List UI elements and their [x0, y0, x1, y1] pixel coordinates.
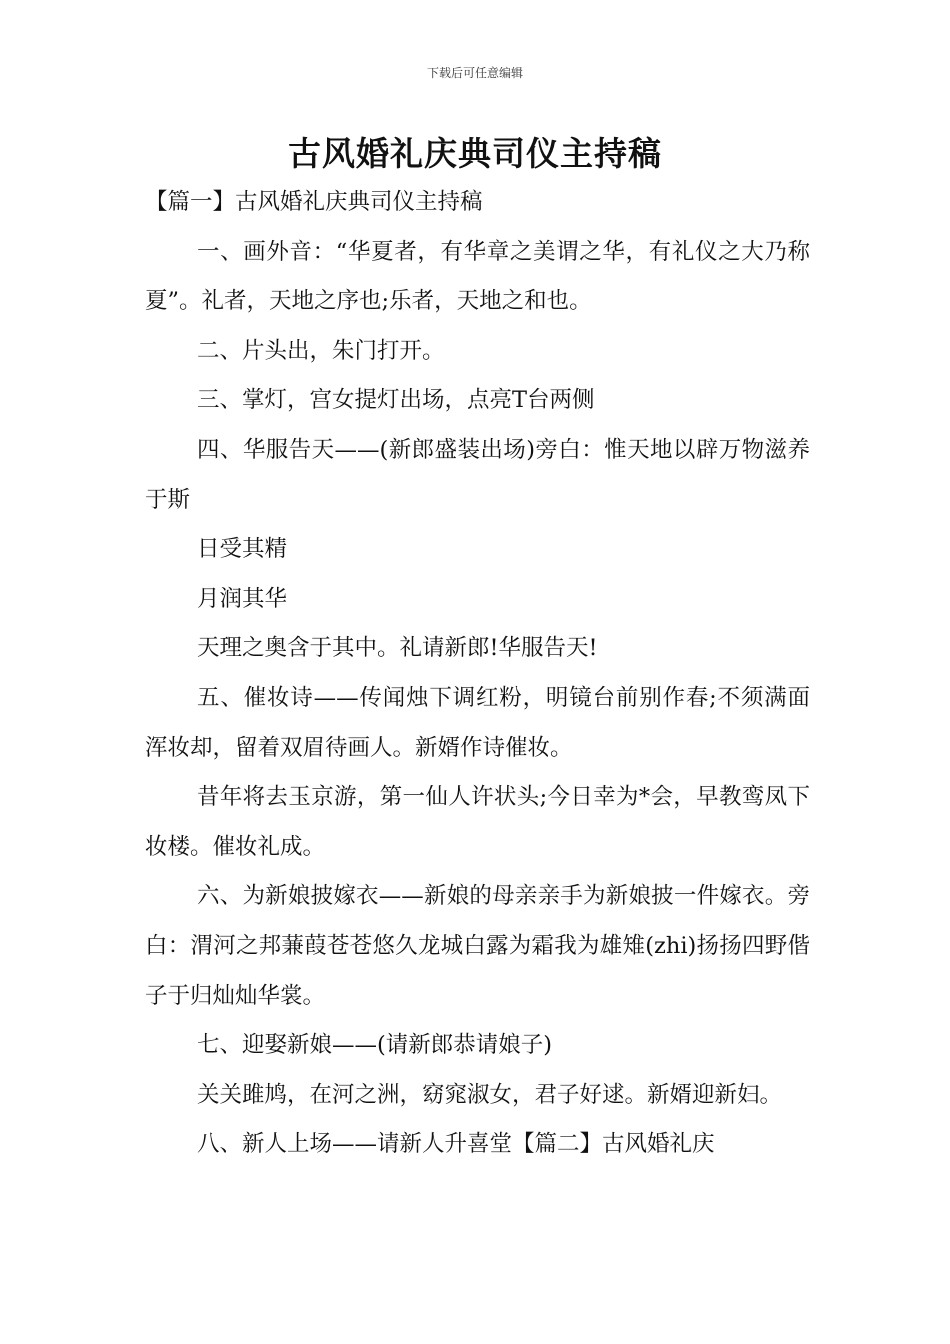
- paragraph: 七、迎娶新娘——(请新郎恭请娘子): [197, 1032, 553, 1059]
- document-title: 古风婚礼庆典司仪主持稿: [288, 134, 662, 173]
- section-heading: 【篇一】古风婚礼庆典司仪主持稿: [145, 189, 483, 215]
- paragraph: 天理之奥含于其中。礼请新郎!华服告天!: [197, 635, 598, 662]
- paragraph: 二、片头出，朱门打开。: [197, 337, 445, 364]
- paragraph: 三、掌灯，宫女提灯出场，点亮T台两侧: [197, 387, 595, 414]
- paragraph: 四、华服告天——(新郎盛装出场)旁白：惟天地以辟万物滋养于斯: [145, 436, 810, 513]
- paragraph: 八、新人上场——请新人升喜堂【篇二】古风婚礼庆: [197, 1131, 715, 1158]
- paragraph: 日受其精: [197, 536, 288, 563]
- paragraph: 五、催妆诗——传闻烛下调红粉，明镜台前别作春;不须满面浑妆却，留着双眉待画人。新婿作诗催妆。: [145, 684, 810, 761]
- paragraph: 月润其华: [197, 585, 288, 612]
- paragraph: 六、为新娘披嫁衣——新娘的母亲亲手为新娘披一件嫁衣。旁白：渭河之邦蒹葭苍苍悠久龙城白露为霜我为雄雉(zhi)扬扬四野偕子于归灿灿华裳。: [145, 883, 810, 1009]
- header-note: 下载后可任意编辑: [426, 66, 523, 80]
- paragraph: 昔年将去玉京游，第一仙人许状头;今日幸为*会，早教鸾凤下妆楼。催妆礼成。: [145, 784, 810, 860]
- paragraph: 关关雎鸠，在河之洲，窈窕淑女，君子好逑。新婿迎新妇。: [197, 1081, 783, 1108]
- document-body: [145, 178, 810, 1170]
- paragraph: 一、画外音：“华夏者，有华章之美谓之华，有礼仪之大乃称夏”。礼者，天地之序也;乐者，天地之和也。: [145, 238, 810, 315]
